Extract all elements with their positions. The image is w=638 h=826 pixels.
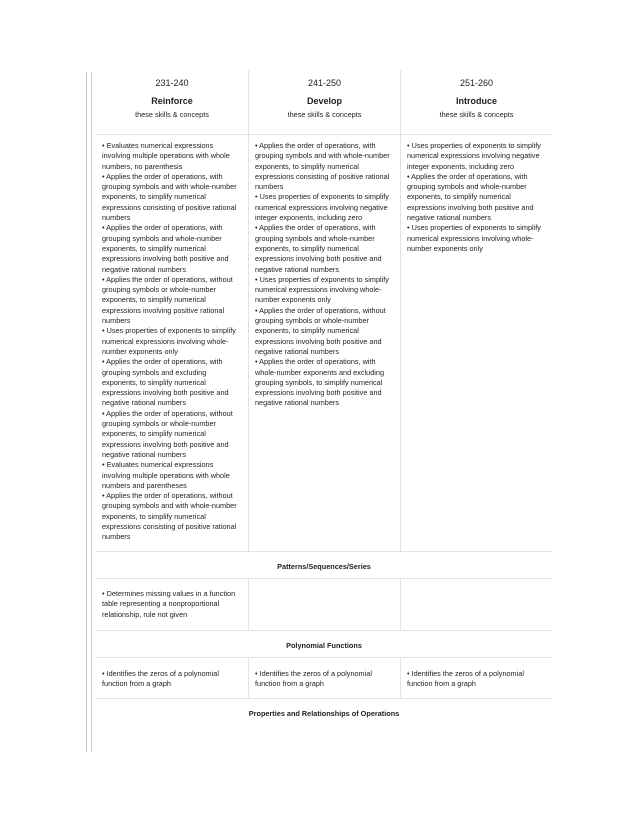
skills-table: [96, 70, 552, 725]
patterns-cell-2: [248, 579, 400, 630]
skill-item: • Uses properties of exponents to simplify numerical expressions involving whole-number exponents only: [102, 326, 236, 356]
skill-item: • Applies the order of operations, without grouping symbols and with whole-number exponents, to simplify numerical expressions consisting of positive rational numbers: [102, 491, 237, 542]
skill-item: • Uses properties of exponents to simplify numerical expressions involving whole-number exponents only: [407, 223, 541, 253]
skill-item: • Identifies the zeros of a polynomial function from a graph: [407, 669, 524, 689]
skill-item: • Uses properties of exponents to simplify numerical expressions involving negative integer exponents, including zero: [407, 141, 541, 171]
range-label: 251-260: [459, 78, 494, 88]
skill-item: • Applies the order of operations, with grouping symbols and whole-number exponents, to simplify numerical expressions involving both positive and negative rational numbers: [102, 223, 229, 274]
skill-item: • Applies the order of operations, with whole-number exponents and excluding grouping symbols, to simplify numerical expressions involving both positive and negative rational numbers: [255, 357, 384, 408]
range-label: 241-250: [307, 78, 342, 88]
skill-item: • Applies the order of operations, with grouping symbols and whole-number exponents, to simplify numerical expressions involving both positive and negative rational numbers: [407, 171, 534, 223]
skill-item: • Applies the order of operations, without grouping symbols or whole-number exponents, to simplify numerical expressions involving both positive and negative rational numbers: [255, 305, 386, 356]
column-header-3: [400, 70, 552, 134]
skill-item: • Applies the order of operations, without grouping symbols or whole-number exponents, to simplify numerical expressions involving positive rational numbers: [102, 274, 233, 326]
main-skills-row: [96, 135, 552, 552]
skill-item: • Uses properties of exponents to simplify numerical expressions involving whole-number exponents only: [255, 274, 389, 305]
skill-item: • Evaluates numerical expressions involving multiple operations with whole numbers and parentheses: [102, 460, 230, 490]
skill-item: • Identifies the zeros of a polynomial function from a graph: [255, 669, 372, 689]
verb-label: Develop: [306, 96, 342, 107]
patterns-row: [96, 579, 552, 631]
verb-label: Reinforce: [151, 96, 193, 107]
polynomial-cell-2: [248, 658, 400, 698]
skill-item: • Applies the order of operations, with grouping symbols and with whole-number exponents, to simplify numerical expressions consisting of positive rational numbers: [102, 171, 237, 223]
skill-item: • Evaluates numerical expressions involving multiple operations with whole numbers, no parenthesis: [102, 141, 230, 171]
skills-cell-3: [400, 135, 552, 551]
section-title-polynomial: Polynomial Functions: [96, 631, 552, 658]
section-title-properties: Properties and Relationships of Operations: [248, 709, 400, 718]
skills-cell-2: [248, 135, 400, 551]
sub-label: these skills & concepts: [287, 109, 362, 119]
sub-label: these skills & concepts: [439, 109, 514, 119]
sub-label: these skills & concepts: [135, 109, 209, 119]
skill-item: • Identifies the zeros of a polynomial function from a graph: [102, 669, 219, 689]
patterns-cell-3: [400, 579, 552, 630]
verb-label: Introduce: [455, 96, 497, 107]
column-header-1: [96, 70, 248, 134]
skill-item: • Uses properties of exponents to simplify numerical expressions involving negative integer exponents, including zero: [255, 192, 389, 223]
polynomial-cell-1: [96, 658, 248, 698]
section-title-patterns: Patterns/Sequences/Series: [96, 552, 552, 579]
header-row: [96, 70, 552, 135]
margin-line-2: [91, 72, 92, 752]
skill-item: • Determines missing values in a function table representing a nonproportional relationship, rule not given: [102, 589, 236, 619]
skill-item: • Applies the order of operations, with grouping symbols and whole-number exponents, to simplify numerical expressions involving both positive and negative rational numbers: [255, 223, 382, 274]
range-label: 231-240: [155, 78, 189, 88]
polynomial-row: [96, 658, 552, 699]
skills-cell-1: [96, 135, 248, 551]
margin-line-1: [86, 72, 87, 752]
skill-item: • Applies the order of operations, with grouping symbols and excluding exponents, to simplify numerical expressions involving both positive and negative rational numbers: [102, 357, 229, 408]
patterns-cell-1: [96, 579, 248, 630]
skill-item: • Applies the order of operations, without grouping symbols or whole-number exponents, to simplify numerical expressions involving both positive and negative rational numbers: [102, 408, 233, 459]
polynomial-cell-3: [400, 658, 552, 698]
column-header-2: [248, 70, 400, 134]
skill-item: • Applies the order of operations, with grouping symbols and with whole-number exponents, to simplify numerical expressions consisting of positive rational numbers: [255, 141, 390, 192]
